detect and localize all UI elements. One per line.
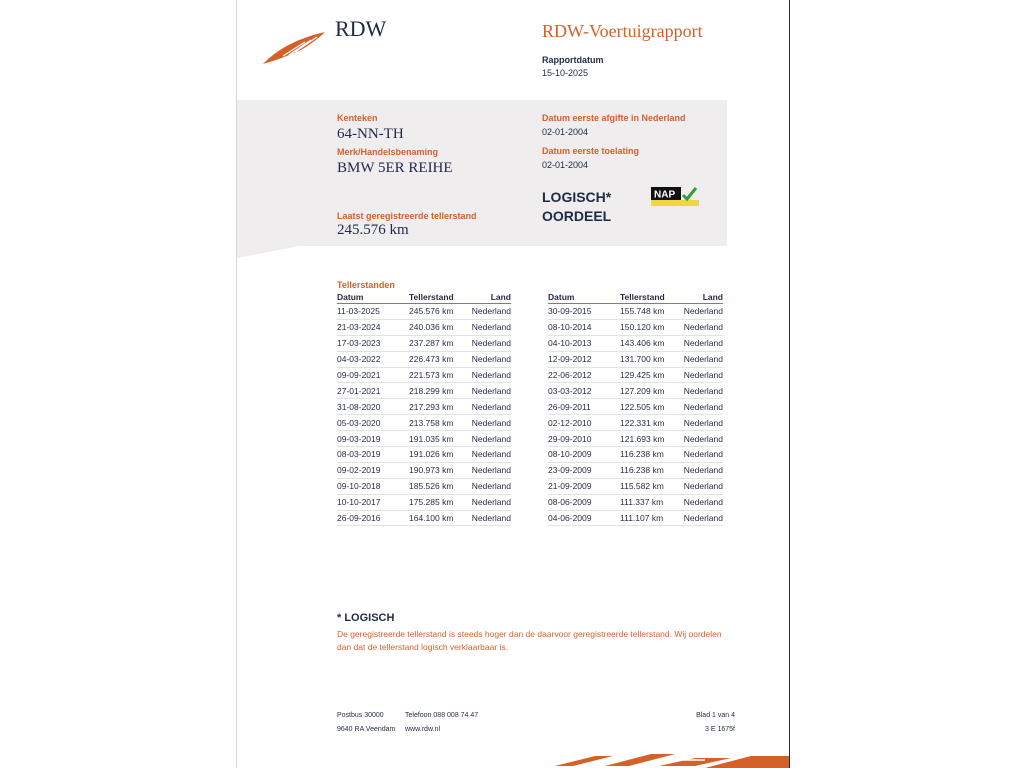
header-country: Land — [680, 291, 723, 304]
table-row — [548, 510, 723, 526]
reading-odometer: 237.287 km — [409, 335, 469, 351]
nap-text: NAP — [654, 189, 676, 201]
reading-country: Nederland — [469, 399, 511, 415]
table-row — [548, 447, 723, 463]
reading-odometer: 218.299 km — [409, 383, 469, 399]
reading-country: Nederland — [469, 351, 511, 367]
make-label: Merk/Handelsbenaming — [337, 147, 439, 157]
header-odometer: Tellerstand — [409, 291, 469, 304]
table-row — [337, 415, 511, 431]
reading-country: Nederland — [680, 415, 723, 431]
make-value: BMW 5ER REIHE — [337, 160, 453, 176]
verdict-line-1: LOGISCH* — [542, 189, 612, 205]
reading-country: Nederland — [469, 478, 511, 494]
reading-country: Nederland — [680, 335, 723, 351]
reading-country: Nederland — [469, 304, 511, 320]
table-row — [548, 304, 723, 320]
reading-date: 29-09-2010 — [548, 431, 620, 447]
reading-country: Nederland — [680, 462, 723, 478]
footer-web[interactable]: www.rdw.nl — [405, 726, 441, 733]
reading-odometer: 226.473 km — [409, 351, 469, 367]
reading-date: 09-03-2019 — [337, 431, 409, 447]
header-date: Datum — [337, 291, 409, 304]
reading-country: Nederland — [469, 494, 511, 510]
reading-date: 27-01-2021 — [337, 383, 409, 399]
reading-country: Nederland — [469, 335, 511, 351]
reading-country: Nederland — [680, 510, 723, 526]
table-row — [337, 510, 511, 526]
report-title: RDW-Voertuigrapport — [542, 21, 703, 41]
footer-stripes — [555, 752, 789, 768]
first-nl-label: Datum eerste afgifte in Nederland — [542, 113, 686, 123]
reading-date: 30-09-2015 — [548, 304, 620, 320]
reading-odometer: 116.238 km — [620, 447, 680, 463]
reading-country: Nederland — [469, 319, 511, 335]
table-row — [548, 335, 723, 351]
nap-check-icon — [651, 186, 699, 206]
reading-odometer: 129.425 km — [620, 367, 680, 383]
reading-date: 09-10-2018 — [337, 478, 409, 494]
reading-country: Nederland — [680, 494, 723, 510]
reading-odometer: 175.285 km — [409, 494, 469, 510]
reading-date: 04-03-2022 — [337, 351, 409, 367]
plate-label: Kenteken — [337, 113, 378, 123]
report-date: 15-10-2025 — [542, 68, 589, 78]
reading-odometer: 155.748 km — [620, 304, 680, 320]
table-row — [548, 367, 723, 383]
header-country: Land — [469, 291, 511, 304]
brand-name: RDW — [335, 16, 387, 41]
table-row — [337, 399, 511, 415]
reading-date: 08-10-2014 — [548, 319, 620, 335]
reading-date: 04-10-2013 — [548, 335, 620, 351]
footer-phone: Telefoon 088 008 74 47 — [405, 712, 479, 719]
reading-country: Nederland — [680, 478, 723, 494]
table-row — [548, 462, 723, 478]
reading-country: Nederland — [469, 415, 511, 431]
reading-odometer: 111.107 km — [620, 510, 680, 526]
table-header-row — [337, 291, 511, 304]
reading-odometer: 213.758 km — [409, 415, 469, 431]
reading-date: 26-09-2011 — [548, 399, 620, 415]
reading-date: 23-09-2009 — [548, 462, 620, 478]
reading-odometer: 217.293 km — [409, 399, 469, 415]
reading-date: 12-09-2012 — [548, 351, 620, 367]
reading-odometer: 127.209 km — [620, 383, 680, 399]
table-row — [548, 494, 723, 510]
reading-date: 11-03-2025 — [337, 304, 409, 320]
header-odometer: Tellerstand — [620, 291, 680, 304]
reading-date: 09-09-2021 — [337, 367, 409, 383]
reading-date: 10-10-2017 — [337, 494, 409, 510]
table-header-row — [548, 291, 723, 304]
report-date-label: Rapportdatum — [542, 55, 604, 65]
table-row — [548, 383, 723, 399]
verdict-line-2: OORDEEL — [542, 208, 612, 224]
table-row — [337, 319, 511, 335]
table-row — [337, 367, 511, 383]
table-row — [337, 431, 511, 447]
footer-address: 9640 RA Veendam — [337, 726, 396, 733]
footer-postbus: Postbus 30000 — [337, 712, 384, 719]
note-text: De geregistreerde tellerstand is steeds hoger dan de daarvoor geregistreerde tellerstand. Wij oordelen dan dat de tellerstand logisch verklaarbaar is. — [337, 629, 722, 652]
reading-country: Nederland — [680, 367, 723, 383]
reading-odometer: 164.100 km — [409, 510, 469, 526]
reading-country: Nederland — [469, 367, 511, 383]
reading-odometer: 190.973 km — [409, 462, 469, 478]
reading-date: 08-06-2009 — [548, 494, 620, 510]
reading-date: 02-12-2010 — [548, 415, 620, 431]
table-row — [548, 431, 723, 447]
odometer-value: 245.576 km — [337, 222, 409, 238]
reading-date: 21-03-2024 — [337, 319, 409, 335]
footer-page: Blad 1 van 4 — [696, 712, 735, 719]
table-row — [337, 304, 511, 320]
plate-value: 64-NN-TH — [337, 126, 404, 142]
reading-date: 22-06-2012 — [548, 367, 620, 383]
header-date: Datum — [548, 291, 620, 304]
reading-country: Nederland — [469, 383, 511, 399]
table-row — [548, 351, 723, 367]
reading-date: 09-02-2019 — [337, 462, 409, 478]
readings-table-left — [337, 291, 511, 526]
reading-country: Nederland — [680, 431, 723, 447]
reading-country: Nederland — [469, 431, 511, 447]
reading-odometer: 191.035 km — [409, 431, 469, 447]
table-row — [337, 383, 511, 399]
reading-odometer: 122.331 km — [620, 415, 680, 431]
note-title: * LOGISCH — [337, 612, 395, 624]
reading-country: Nederland — [680, 399, 723, 415]
first-admission-label: Datum eerste toelating — [542, 146, 640, 156]
reading-odometer: 116.238 km — [620, 462, 680, 478]
reading-odometer: 221.573 km — [409, 367, 469, 383]
reading-odometer: 185.526 km — [409, 478, 469, 494]
readings-table-right — [548, 291, 723, 526]
reading-country: Nederland — [680, 383, 723, 399]
table-row — [548, 319, 723, 335]
table-row — [337, 494, 511, 510]
rdw-feather-logo — [261, 30, 329, 66]
reading-date: 26-09-2016 — [337, 510, 409, 526]
reading-odometer: 150.120 km — [620, 319, 680, 335]
reading-country: Nederland — [469, 510, 511, 526]
table-row — [548, 415, 723, 431]
readings-title: Tellerstanden — [337, 280, 395, 290]
reading-odometer: 240.036 km — [409, 319, 469, 335]
reading-country: Nederland — [680, 319, 723, 335]
table-row — [337, 447, 511, 463]
reading-date: 05-03-2020 — [337, 415, 409, 431]
report-page — [236, 0, 790, 768]
reading-odometer: 121.693 km — [620, 431, 680, 447]
nap-logo — [651, 186, 699, 206]
reading-odometer: 143.406 km — [620, 335, 680, 351]
table-row — [337, 351, 511, 367]
reading-date: 04-06-2009 — [548, 510, 620, 526]
reading-odometer: 245.576 km — [409, 304, 469, 320]
footer-code: 3 E 1675f — [705, 726, 735, 733]
table-row — [337, 335, 511, 351]
reading-odometer: 131.700 km — [620, 351, 680, 367]
reading-odometer: 191.026 km — [409, 447, 469, 463]
reading-date: 21-09-2009 — [548, 478, 620, 494]
reading-odometer: 115.582 km — [620, 478, 680, 494]
verdict — [542, 188, 611, 226]
reading-date: 08-10-2009 — [548, 447, 620, 463]
reading-country: Nederland — [469, 462, 511, 478]
band-notch — [237, 246, 299, 258]
reading-date: 31-08-2020 — [337, 399, 409, 415]
reading-odometer: 122.505 km — [620, 399, 680, 415]
reading-country: Nederland — [680, 304, 723, 320]
reading-country: Nederland — [680, 351, 723, 367]
first-nl-value: 02-01-2004 — [542, 127, 589, 137]
table-row — [548, 478, 723, 494]
reading-country: Nederland — [680, 447, 723, 463]
odometer-label: Laatst geregistreerde tellerstand — [337, 211, 477, 221]
reading-date: 08-03-2019 — [337, 447, 409, 463]
reading-odometer: 111.337 km — [620, 494, 680, 510]
first-admission-value: 02-01-2004 — [542, 160, 589, 170]
table-row — [337, 478, 511, 494]
table-row — [337, 462, 511, 478]
reading-country: Nederland — [469, 447, 511, 463]
reading-date: 17-03-2023 — [337, 335, 409, 351]
reading-date: 03-03-2012 — [548, 383, 620, 399]
table-row — [548, 399, 723, 415]
